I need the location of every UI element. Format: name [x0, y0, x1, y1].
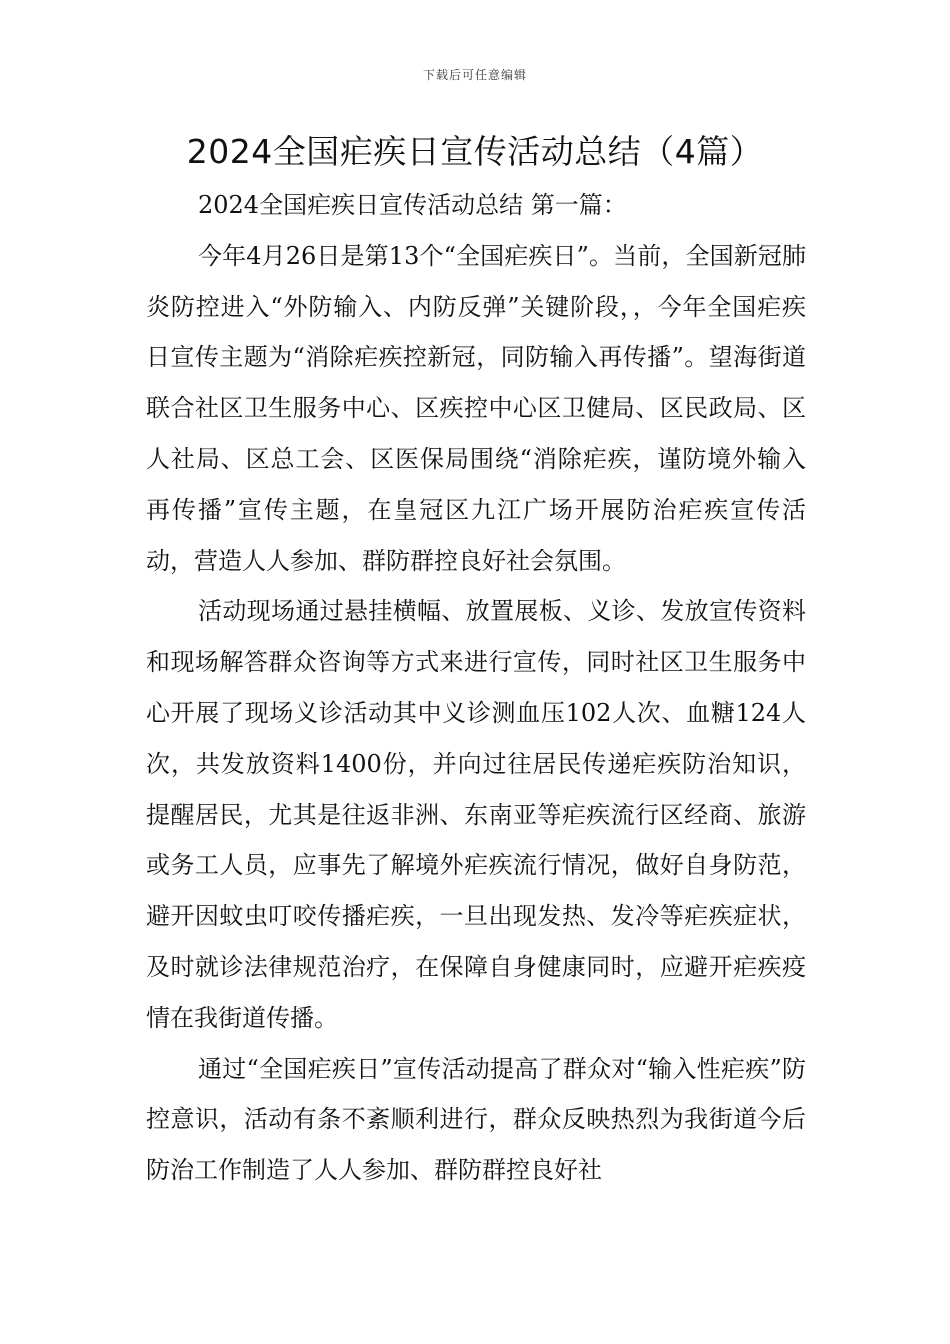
- document-title: 2024全国疟疾日宣传活动总结（4篇）: [186, 132, 764, 171]
- header-note: 下载后可任意编辑: [422, 68, 527, 82]
- paragraph-3: 通过“全国疟疾日”宣传活动提高了群众对“输入性疟疾”防控意识，活动有条不紊顺利进行，群众反映热烈为我街道今后防治工作制造了人人参加、群防群控良好社: [146, 1054, 806, 1185]
- paragraph-1: 今年4月26日是第13个“全国疟疾日”。当前，全国新冠肺炎防控进入“外防输入、内防反弹”关键阶段，，今年全国疟疾日宣传主题为“消除疟疾控新冠，同防输入再传播”。望海街道联合社区卫生服务中心、区疾控中心区卫健局、区民政局、区人社局、区总工会、区医保局围绕“消除疟疾，谨防境外输入再传播”宣传主题，在皇冠区九江广场开展防治疟疾宣传活动，营造人人参加、群防群控良好社会氛围。: [146, 241, 806, 575]
- paragraph-2: 活动现场通过悬挂横幅、放置展板、义诊、发放宣传资料和现场解答群众咨询等方式来进行宣传，同时社区卫生服务中心开展了现场义诊活动其中义诊测血压102人次、血糖124人次，共发放资料1400份，并向过往居民传递疟疾防治知识，提醒居民，尤其是往返非洲、东南亚等疟疾流行区经商、旅游或务工人员，应事先了解境外疟疾流行情况，做好自身防范，避开因蚊虫叮咬传播疟疾，一旦出现发热、发冷等疟疾症状，及时就诊法律规范治疗，在保障自身健康同时，应避开疟疾疫情在我街道传播。: [146, 597, 806, 1032]
- section-subtitle: 2024全国疟疾日宣传活动总结 第一篇：: [198, 191, 627, 219]
- document-body: [146, 180, 806, 1196]
